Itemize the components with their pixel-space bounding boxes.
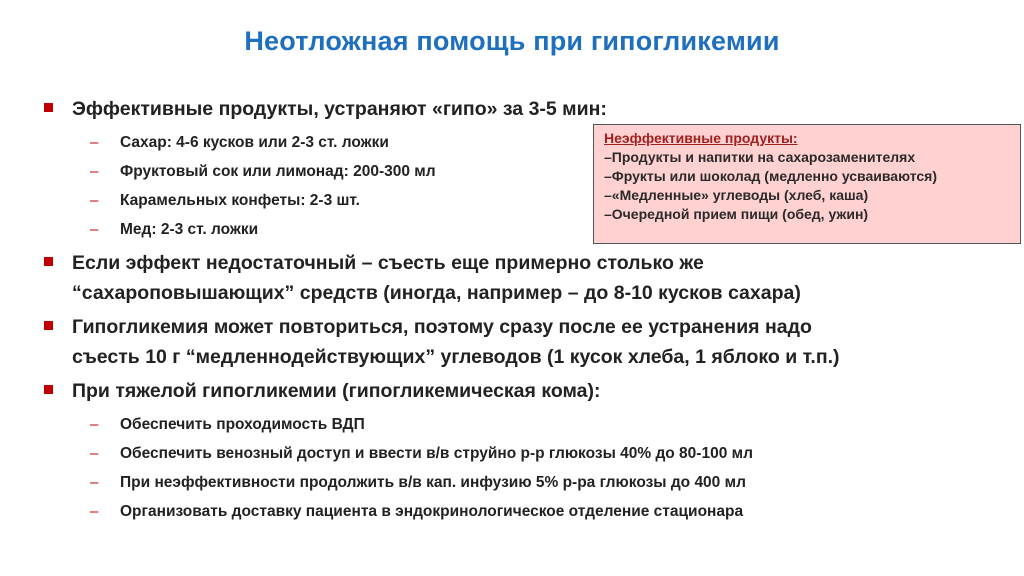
list-item-text: Организовать доставку пациента в эндокринологическое отделение стационара [120,503,744,520]
list-item-text: Фруктовый сок или лимонад: 200-300 мл [120,163,436,180]
dash-bullet-icon: – [90,134,99,151]
list-item [44,410,1004,439]
square-bullet-icon [44,321,53,330]
bullet-effective-products [44,94,1004,124]
bullet-recurrence [44,312,1004,372]
box-item: –Фрукты или шоколад (медленно усваиваются) [604,168,937,184]
dash-bullet-icon: – [90,416,99,433]
list-item [44,497,1004,526]
dash-bullet-icon: – [90,163,99,180]
bullet-line: Гипогликемия может повториться, поэтому сразу после ее устранения надо [72,316,812,338]
box-title: Неэффективные продукты: [604,130,798,146]
dash-bullet-icon: – [90,445,99,462]
list-item-text: Карамельных конфеты: 2-3 шт. [120,192,360,209]
list-item-text: Мед: 2-3 ст. ложки [120,221,259,238]
square-bullet-icon [44,103,53,112]
list-item-text: Обеспечить венозный доступ и ввести в/в струйно р-р глюкозы 40% до 80-100 мл [120,445,753,462]
list-item-text: Обеспечить проходимость ВДП [120,416,365,433]
box-item: –Очередной прием пищи (обед, ужин) [604,206,869,222]
dash-bullet-icon: – [90,474,99,491]
bullet-line: Если эффект недостаточный – съесть еще примерно столько же [72,252,704,274]
box-item: –«Медленные» углеводы (хлеб, каша) [604,187,869,203]
list-item-text: При неэффективности продолжить в/в кап. инфузию 5% р-ра глюкозы до 400 мл [120,474,746,491]
bullet-line: съесть 10 г “медленнодействующих” углеводов (1 кусок хлеба, 1 яблоко и т.п.) [72,346,840,368]
bullet-text: Эффективные продукты, устраняют «гипо» за 3-5 мин: [72,98,607,120]
bullet-text: При тяжелой гипогликемии (гипогликемическая кома): [72,380,601,402]
severe-hypoglycemia-list [44,410,1004,526]
square-bullet-icon [44,257,53,266]
bullet-severe-hypoglycemia [44,376,1004,406]
bullet-insufficient-effect [44,248,1004,308]
dash-bullet-icon: – [90,221,99,238]
dash-bullet-icon: – [90,503,99,520]
list-item [44,468,1004,497]
dash-bullet-icon: – [90,192,99,209]
box-item: –Продукты и напитки на сахарозаменителях [604,149,916,165]
list-item-text: Сахар: 4-6 кусков или 2-3 ст. ложки [120,134,389,151]
list-item [44,439,1004,468]
ineffective-products-box [593,124,1021,244]
slide-title: Неотложная помощь при гипогликемии [244,26,780,56]
bullet-line: “сахароповышающих” средств (иногда, например – до 8-10 кусков сахара) [72,282,801,304]
square-bullet-icon [44,385,53,394]
